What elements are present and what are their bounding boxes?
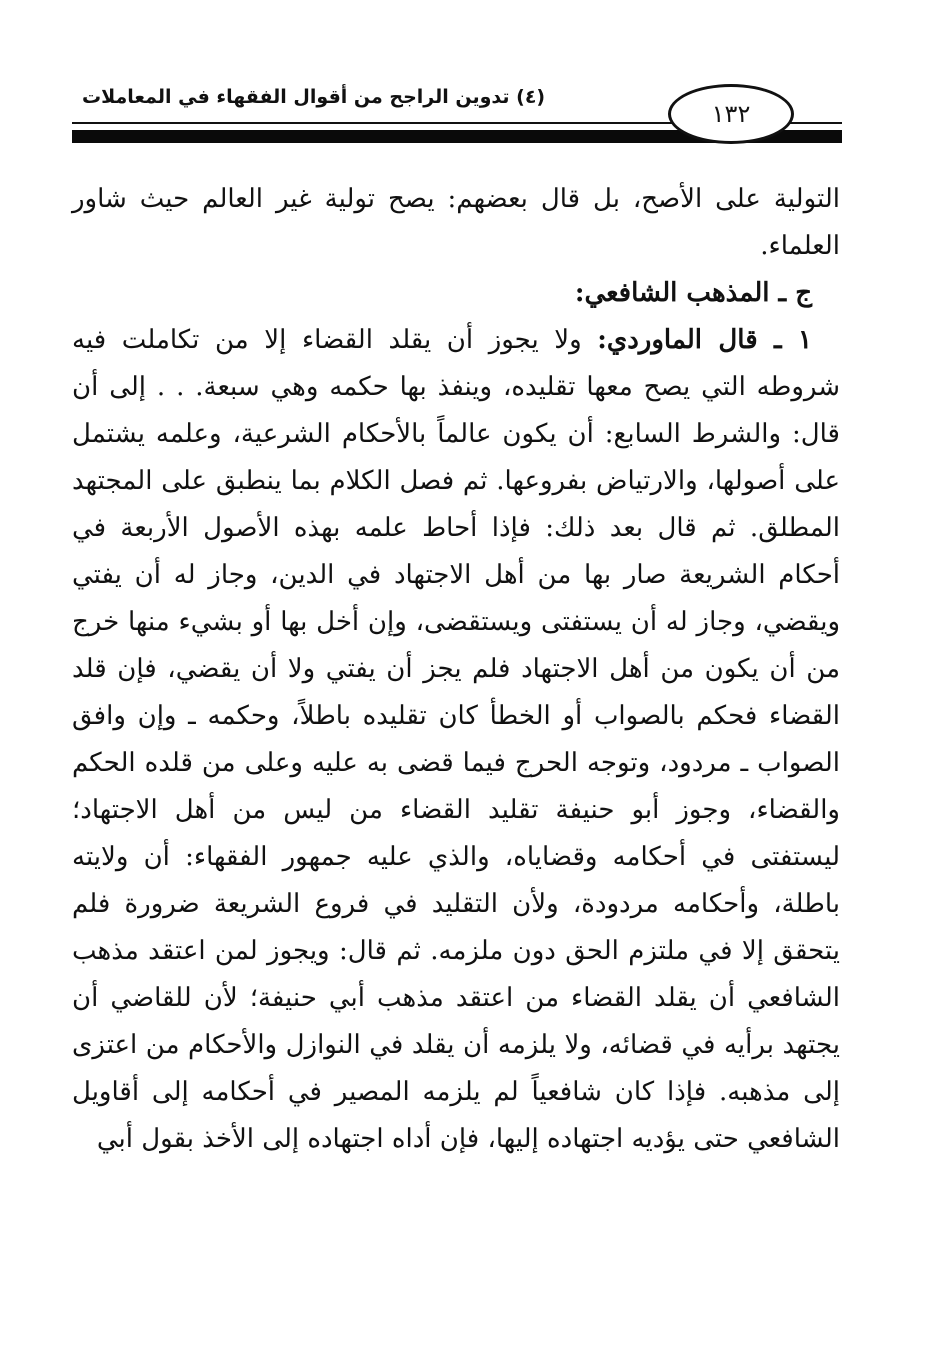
paragraph-body: ولا يجوز أن يقلد القضاء إلا من تكاملت فيه شروطه التي يصح معها تقليده، وينفذ بها حكمه وهي سبعة. . . إلى أن قال: والشرط السابع: أن يكون عالماً بالأحكام الشرعية، وعلمه يشتمل على أصولها، والارتياض بفروعها. ثم فصل الكلام بما ينطبق على المجتهد المطلق. ثم قال بعد ذلك: فإذا أحاط علمه بهذه الأصول الأربعة في أحكام الشريعة صار بها من أهل الاجتهاد في الدين، وجاز له أن يفتي ويقضي، وجاز له أن يستفتى ويستقضى، وإن أخل بها أو بشيء منها خرج من أن يكون من أهل الاجتهاد فلم يجز أن يفتي ولا أن يقضي، فإن قلد القضاء فحكم بالصواب أو الخطأ كان تقليده باطلاً، وحكمه ـ وإن وافق الصواب ـ مردود، وتوجه الحرج فيما قضى به عليه وعلى من قلده الحكم والقضاء، وجوز أبو حنيفة تقليد القضاء من ليس من أهل الاجتهاد؛ ليستفتى في أحكامه وقضاياه، والذي عليه جمهور الفقهاء: أن ولايته باطلة، وأحكامه مردودة، ولأن التقليد في فروع الشريعة ضرورة فلم يتحقق إلا في ملتزم الحق دون ملزمه. ثم قال: ويجوز لمن اعتقد مذهب الشافعي أن يقلد القضاء من اعتقد مذهب أبي حنيفة؛ لأن للقاضي أن يجتهد برأيه في قضائه، ولا يلزمه أن يقلد في النوازل والأحكام من اعتزى إلى مذهبه. فإذا كان شافعياً لم يلزمه المصير في أحكامه إلى أقاويل الشافعي حتى يؤديه اجتهاده إليها، فإن أداه اجتهاده إلى الأخذ بقول أبي	[72, 325, 840, 1154]
paragraph-mawardi	[72, 317, 840, 1163]
page-header	[72, 70, 842, 160]
paragraph-continuation: التولية على الأصح، بل قال بعضهم: يصح تولية غير العالم حيث شاور العلماء.	[72, 184, 840, 261]
paragraph-lead: ١ ـ قال الماوردي:	[597, 325, 812, 355]
page-number: ١٣٢	[711, 100, 751, 128]
running-title: (٤) تدوين الراجح من أقوال الفقهاء في المعاملات	[82, 86, 546, 108]
main-text	[72, 176, 840, 1163]
section-heading: ج ـ المذهب الشافعي:	[574, 278, 812, 308]
page-number-oval	[668, 84, 794, 144]
